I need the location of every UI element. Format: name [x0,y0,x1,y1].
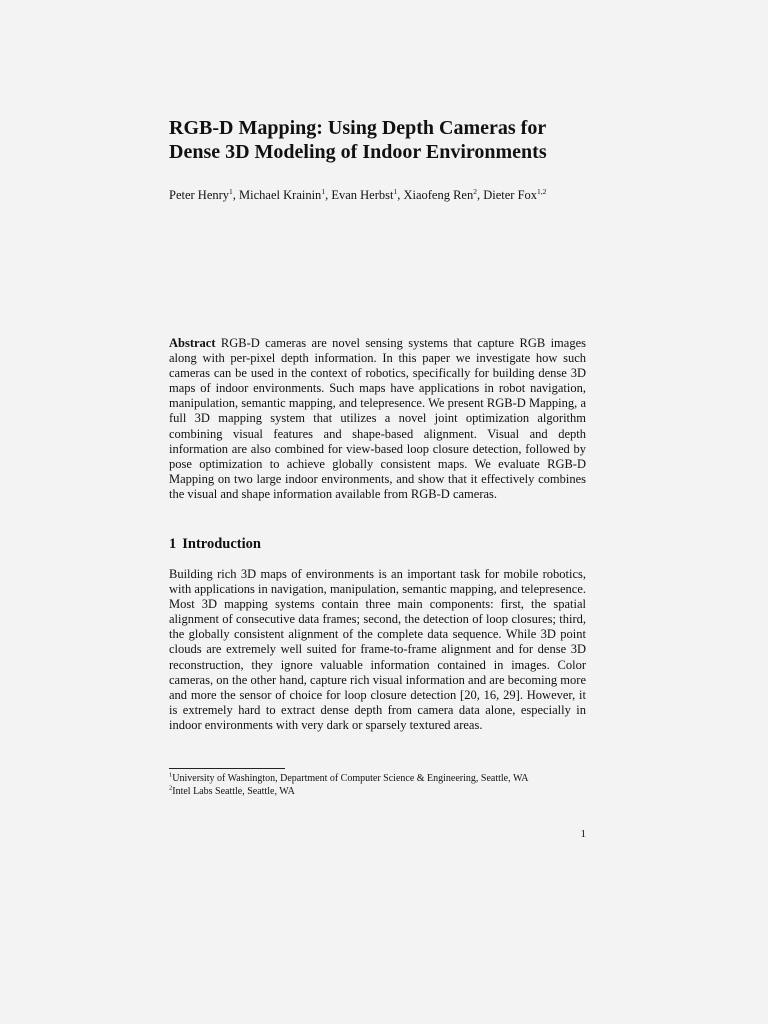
section-number: 1 [169,536,177,552]
section-heading [169,535,586,553]
introduction-paragraph: Building rich 3D maps of environments is an important task for mobile robotics, with applications in navigation, manipulation, semantic mapping, and telepresence. Most 3D mapping systems contain three main components: first, the spatial alignment of consecutive data frames; second, the detection of loop closures; third, the globally consistent alignment of the complete data sequence. While 3D point clouds are extremely well suited for frame-to-frame alignment and for dense 3D reconstruction, they ignore valuable information contained in images. Color cameras, on the other hand, capture rich visual information and are becoming more and more the sensor of choice for loop closure detection [20, 16, 29]. However, it is extremely hard to extract dense depth from camera data alone, especially in indoor environments with very dark or sparsely textured areas. [169,567,586,732]
author-affiliation: 1 [229,186,233,196]
paper-title [169,116,609,164]
title-line-2: Dense 3D Modeling of Indoor Environments [169,141,547,163]
author-affiliation: 1,2 [537,186,547,196]
author-name: Dieter Fox [483,188,538,202]
footnote [169,772,586,785]
footnote-text: Intel Labs Seattle, Seattle, WA [172,786,295,797]
author-name: Peter Henry [169,188,230,202]
author-name: Xiaofeng Ren [403,188,474,202]
abstract-text: RGB-D cameras are novel sensing systems that capture RGB images along with per-pixel depth information. In this paper we investigate how such cameras can be used in the context of robotics, specifically for building dense 3D maps of indoor environments. Such maps have applications in robot navigation, manipulation, semantic mapping, and telepresence. We present RGB-D Mapping, a full 3D mapping system that utilizes a novel joint optimization algorithm combining visual features and shape-based alignment. Visual and depth information are also combined for view-based loop closure detection, followed by pose optimization to achieve globally consistent maps. We evaluate RGB-D Mapping on two large indoor environments, and show that it effectively combines the visual and shape information available from RGB-D cameras. [169,336,586,501]
page-number: 1 [580,828,586,840]
author-affiliation: 2 [473,186,477,196]
footnote [169,785,586,798]
author-list: Peter Henry$^1$, Michael Krainin$^1$, Evan Herbst$^1$, Xiaofeng Ren$^2$, Dieter Fox$^{1,2}$ [169,186,547,202]
footnote-mark: 1 [169,771,173,779]
title-line-1: RGB-D Mapping: Using Depth Cameras for [169,117,547,139]
author-affiliation: 1 [393,186,398,196]
footnote-mark: 2 [169,784,173,792]
footnote-text: University of Washington, Department of Computer Science & Engineering, Seattle, WA [172,773,529,784]
footnote-rule [169,768,285,769]
footnotes [169,772,586,798]
abstract-label: Abstract [169,336,216,350]
author-name: Michael Krainin [239,188,322,202]
section-title: Introduction [182,536,261,552]
author-name: Evan Herbst [331,188,394,202]
abstract [169,336,586,502]
author-affiliation: 1 [321,186,326,196]
